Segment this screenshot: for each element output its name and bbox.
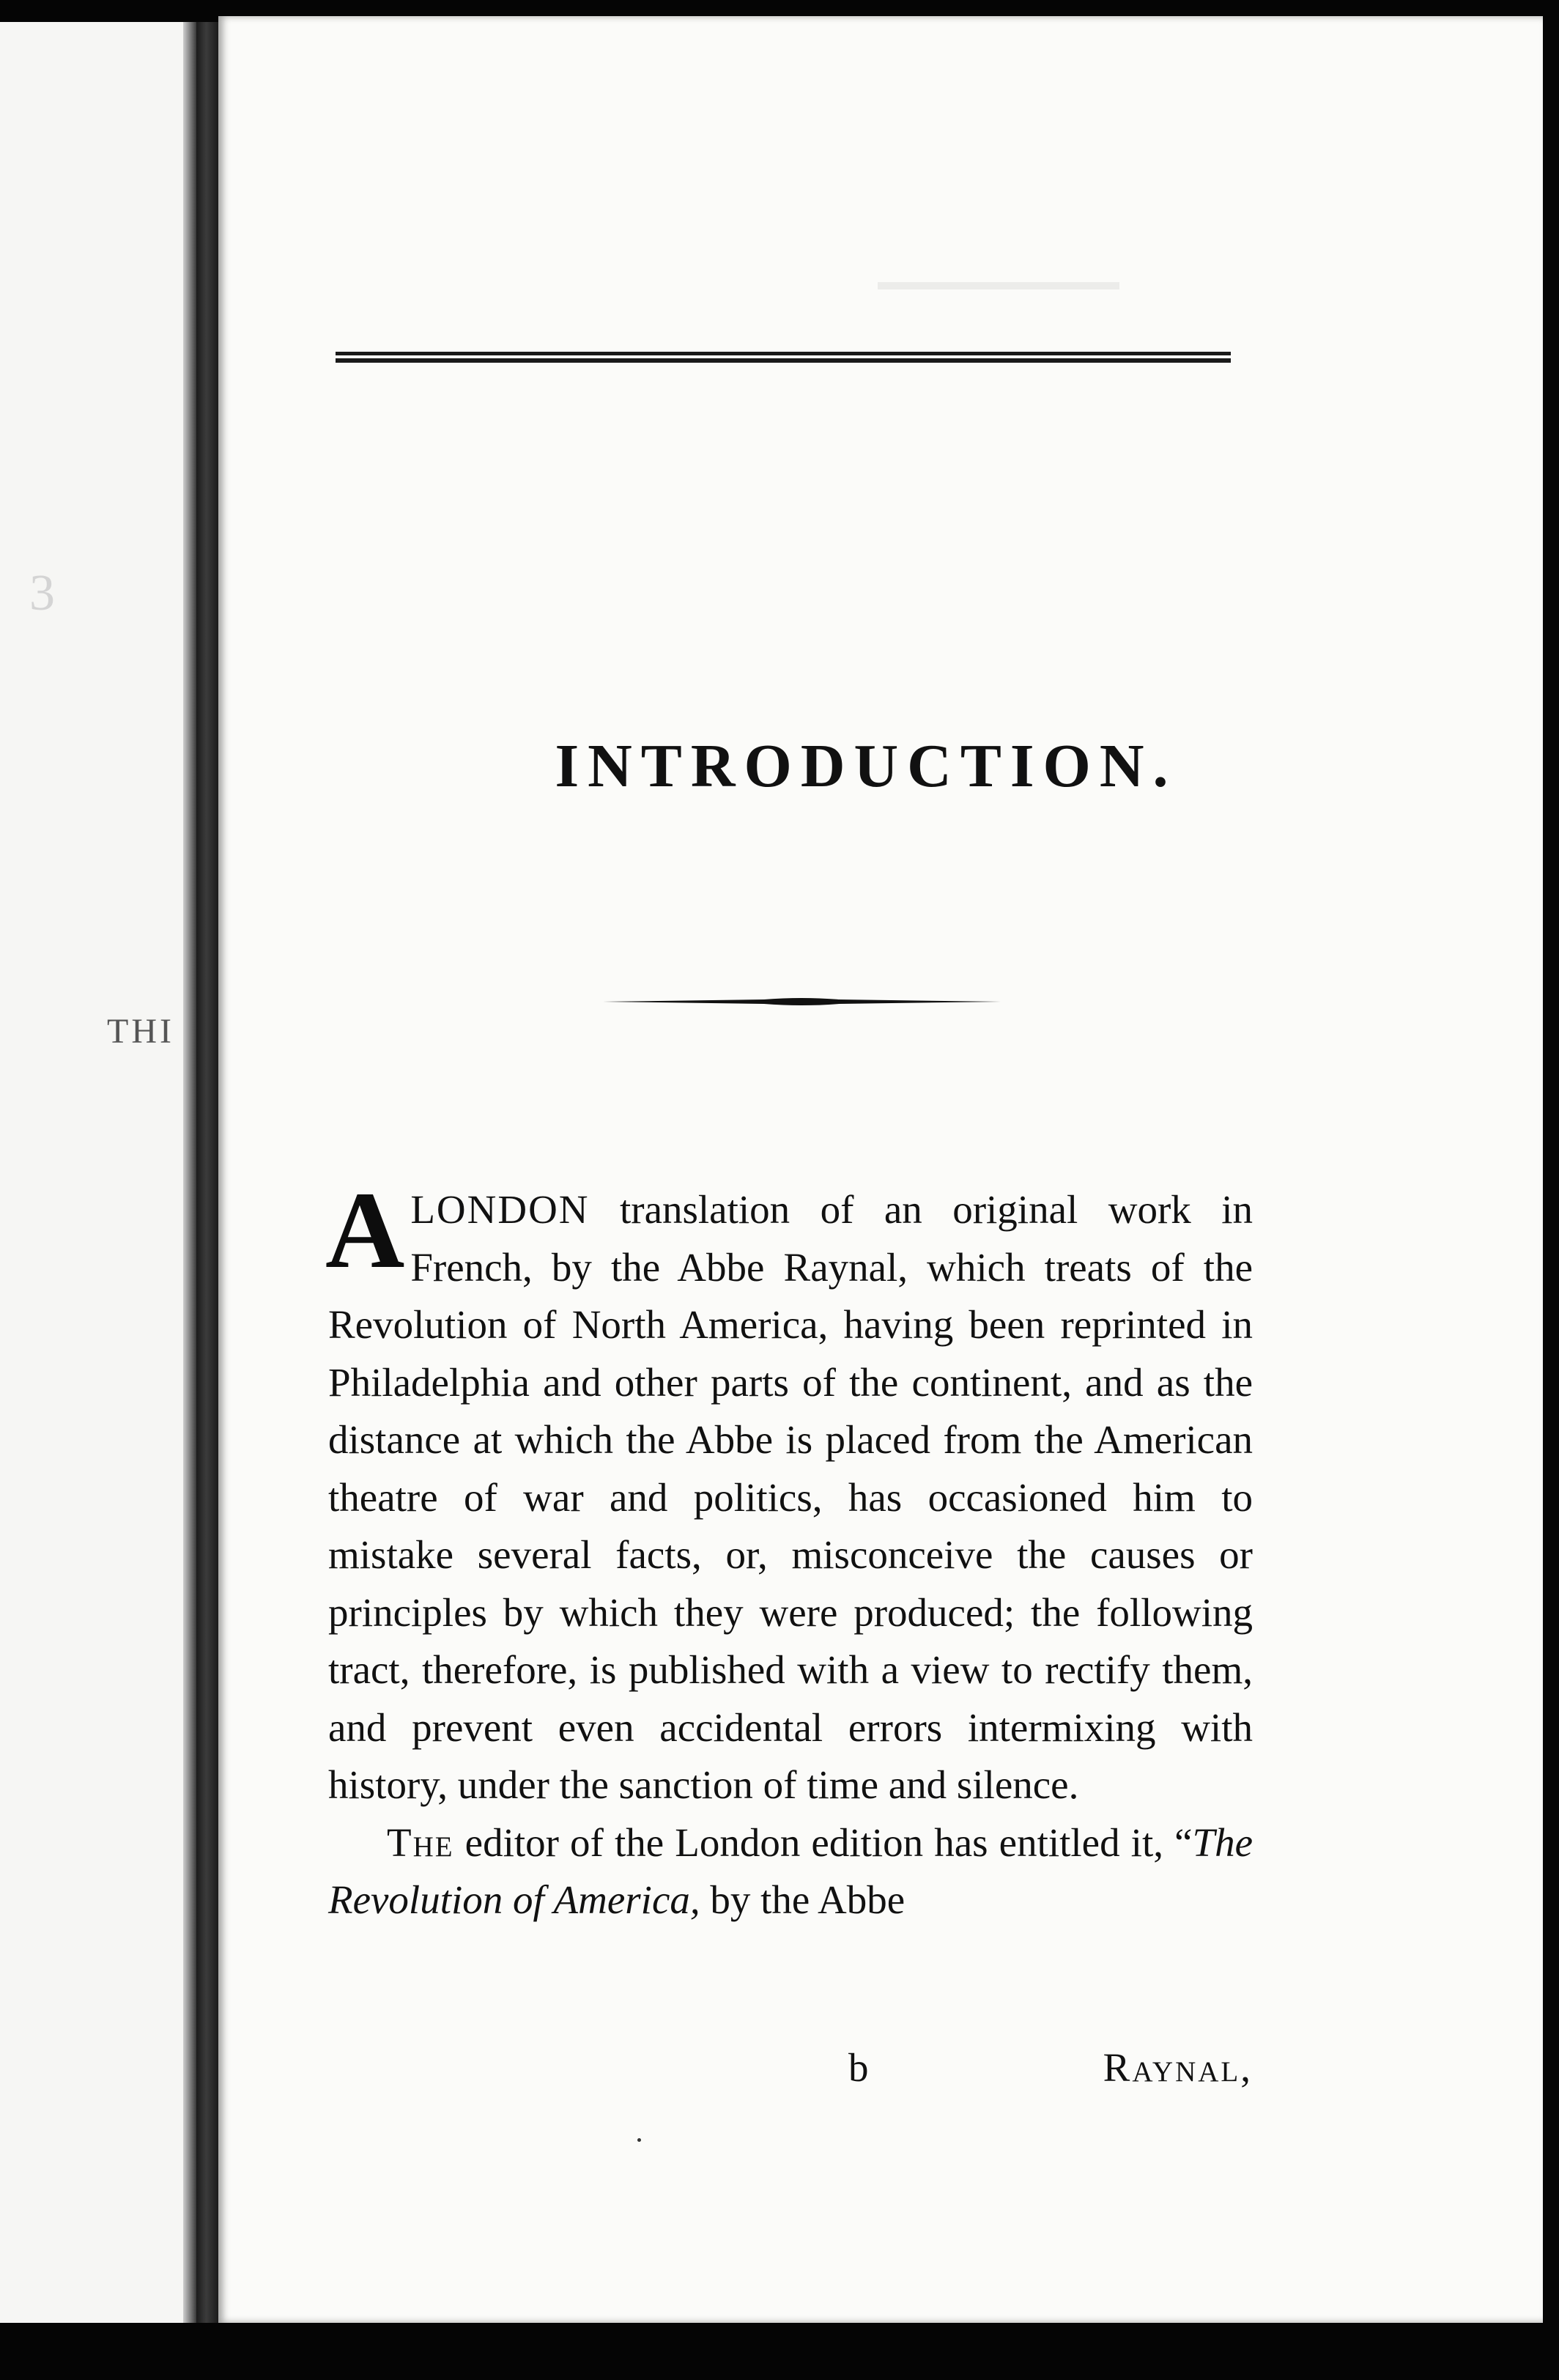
show-through <box>878 251 1119 300</box>
ornamental-rule <box>603 997 1001 1007</box>
catchword: Raynal, <box>1103 2045 1253 2090</box>
facing-page-fragment <box>0 22 196 2323</box>
paragraph-2-tail: by the Abbe <box>700 1877 906 1922</box>
drop-cap: A <box>325 1169 405 1291</box>
ink-speck <box>637 2138 641 2142</box>
gutter-shadow <box>183 22 196 2323</box>
top-double-rule <box>336 352 1231 363</box>
facing-page-ghost-mark: 3 <box>29 565 55 621</box>
lead-word-2: The <box>387 1819 454 1865</box>
page-title: INTRODUCTION. <box>555 732 1177 800</box>
book-spine <box>196 22 218 2323</box>
paragraph-2-text: editor of the London edition has entitled it, “ <box>453 1819 1193 1865</box>
paragraph-1 <box>325 1169 1253 1814</box>
body-text <box>325 1169 1253 1929</box>
paragraph-2 <box>328 1814 1253 1929</box>
paragraph-1-text: translation of an original work in French, by the Abbe Raynal, which treats of the Revolution of North America, having been reprinted in Philadelphia and other parts of the continent, and as the distance at which the Abbe is placed from the American theatre of war and politics, has occasioned him to mistake several facts, or, misconceive the causes or principles by which they were produced; the following tract, therefore, is published with a view to rectify them, and prevent even accidental errors intermixing with history, under the sanction of time and silence. <box>328 1187 1253 1807</box>
signature-mark: b <box>848 2045 869 2090</box>
introduction-page <box>218 16 1543 2323</box>
quoted-title: The Revolution of America, <box>328 1819 1253 1922</box>
lead-word: LONDON <box>410 1187 590 1232</box>
facing-page-heading-fragment: THI <box>107 1012 174 1051</box>
